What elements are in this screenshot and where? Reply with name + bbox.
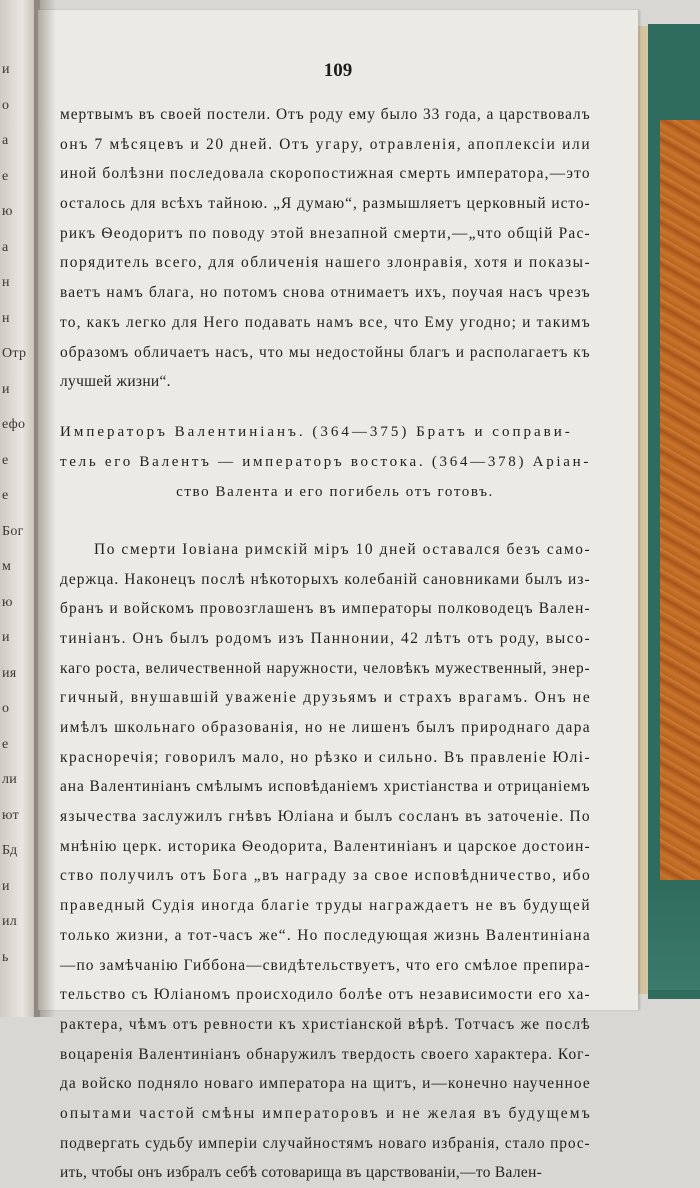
text-line: Императоръ Валентиніанъ. (364—375) Братъ и соправи-: [60, 423, 573, 440]
left-page-fragment: и: [2, 630, 10, 645]
text-line: мнѣнію церк. историка Ѳеодорита, Валентиніанъ и царское достоин-: [60, 837, 591, 855]
text-line: ана Валентиніанъ смѣлымъ исповѣданіемъ христіанства и отрицаніемъ: [60, 778, 591, 796]
left-page-fragment: ь: [2, 949, 9, 965]
text-line: образомъ обличаетъ насъ, что мы недостойны благъ и располагаетъ къ: [60, 343, 591, 361]
text-line: то, какъ легко для Него подавать намъ все, что Ему угодно; и такимъ: [60, 313, 591, 331]
text-line: рактера, чѣмъ отъ ревности къ христіанской вѣрѣ. Тотчасъ же послѣ: [60, 1015, 591, 1033]
text-line: воцаренія Валентиніанъ обнаружилъ твердость своего характера. Ког-: [60, 1045, 591, 1063]
left-page-fragment: ют: [2, 807, 19, 823]
text-line: тель его Валентъ — императоръ востока. (364—378) Аріан-: [60, 453, 592, 470]
section-heading: [60, 417, 590, 507]
left-page-fragment: и: [2, 381, 10, 397]
text-line: красноречія; говорилъ мало, но рѣзко и сильно. Въ правленіе Юлі-: [60, 748, 592, 766]
left-page-fragment: е: [2, 488, 9, 503]
left-page-fragment: Бд: [2, 843, 18, 858]
text-line: порядитель всего, для обличенія нашего злонравія, хотя и показы-: [60, 254, 592, 272]
text-line: ство получилъ отъ Бога „въ награду за свое исповѣдничество, ибо: [60, 867, 592, 885]
paragraph-1: [60, 100, 590, 397]
text-line: подвергать судьбу имперіи случайностямъ новаго избранія, стало прос-: [60, 1134, 591, 1152]
text-line: язычества заслужилъ гнѣвъ Юліана и былъ сосланъ въ заточеніе. По: [60, 808, 591, 826]
left-page-fragment: Отр: [2, 346, 27, 361]
text-line: держца. Наконецъ послѣ нѣкоторыхъ колебаній сановниками былъ из-: [60, 570, 591, 588]
text-line: только жизни, а тот-часъ же“. Но последующая жизнь Валентиніана: [60, 926, 591, 944]
left-page-fragment: ли: [2, 772, 18, 787]
left-page-fragment: а: [2, 133, 9, 148]
left-page-fragment: и: [2, 878, 10, 894]
text-line: рикъ Ѳеодоритъ по поводу этой внезапной смерти,—„что общій Рас-: [60, 224, 591, 242]
left-page-fragment: ил: [2, 914, 18, 929]
left-page-fragment: е: [2, 736, 9, 752]
page-body: [60, 100, 590, 1188]
text-line: мертвымъ въ своей постели. Отъ роду ему было 33 года, а царствовалъ: [60, 106, 591, 123]
left-page-fragment: ю: [2, 594, 13, 610]
left-page-fragment: и: [2, 62, 10, 77]
left-page-fragment: н: [2, 275, 10, 290]
text-line: ить, чтобы онъ избралъ себѣ сотоварища въ царствованіи,—то Вален-: [60, 1164, 543, 1182]
book-page: [38, 10, 638, 1182]
left-page-fragment: ия: [2, 665, 17, 681]
text-line: опытами частой смѣны императоровъ и не желая въ будущемъ: [60, 1104, 592, 1122]
left-page-fragment: е: [2, 452, 9, 468]
text-line: гичный, внушавшій уваженіе друзьямъ и страхъ врагамъ. Онъ не: [60, 689, 592, 707]
text-line: тиніанъ. Онъ былъ родомъ изъ Паннонии, 42 лѣтъ отъ роду, высо-: [60, 629, 592, 647]
left-page-fragment: а: [2, 239, 9, 255]
text-line: —по замѣчанію Гиббона—свидѣтельствуетъ, что его смѣлое препира-: [60, 956, 591, 974]
text-line: каго роста, величественной наружности, человѣкъ мужественный, энер-: [60, 659, 591, 677]
text-line: осталось для всѣхъ тайною. „Я думаю“, размышляетъ церковный исто-: [60, 195, 591, 213]
page-number: 109: [323, 60, 353, 81]
text-line: имѣлъ школьнаго образованія, но не лишенъ былъ природнаго дара: [60, 719, 592, 736]
text-line: По смерти Іовіана римскій міръ 10 дней оставался безъ само-: [94, 540, 592, 558]
text-line: онъ 7 мѣсяцевъ и 20 дней. Отъ угару, отравленія, апоплексіи или: [60, 135, 592, 153]
text-line: лучшей жизни“.: [60, 373, 171, 391]
left-page-fragment: о: [2, 97, 10, 113]
text-line: ство Валента и его погибель отъ готовъ.: [176, 483, 494, 500]
text-line: бранъ и войскомъ провозглашенъ въ императоры полководецъ Вален-: [60, 600, 591, 618]
text-line: ваетъ намъ блага, но потомъ снова отнимаетъ ихъ, поучая насъ чрезъ: [60, 284, 591, 302]
cover-corner: [648, 880, 700, 990]
paragraph-2: [60, 535, 590, 1188]
left-page-fragment: о: [2, 701, 10, 716]
cover-leather-spine: [660, 120, 700, 880]
text-line: праведный Судія иногда благіе труды награждаетъ не въ будущей: [60, 897, 592, 915]
text-line: тельство съ Юліаномъ происходило болѣе отъ независимости его ха-: [60, 986, 591, 1004]
text-line: да войско подняло новаго императора на щитъ, и—конечно наученное: [60, 1075, 591, 1093]
left-page-fragment: ефо: [2, 417, 26, 432]
left-facing-page-edge: [0, 0, 40, 1017]
left-page-fragment: м: [2, 559, 12, 574]
left-page-fragment: н: [2, 310, 10, 326]
left-page-fragment: Бог: [2, 523, 24, 539]
left-page-fragment: е: [2, 168, 9, 184]
text-line: иной болѣзни последовала скоропостижная смерть императора,—это: [60, 165, 591, 183]
left-page-fragment: ю: [2, 204, 13, 219]
